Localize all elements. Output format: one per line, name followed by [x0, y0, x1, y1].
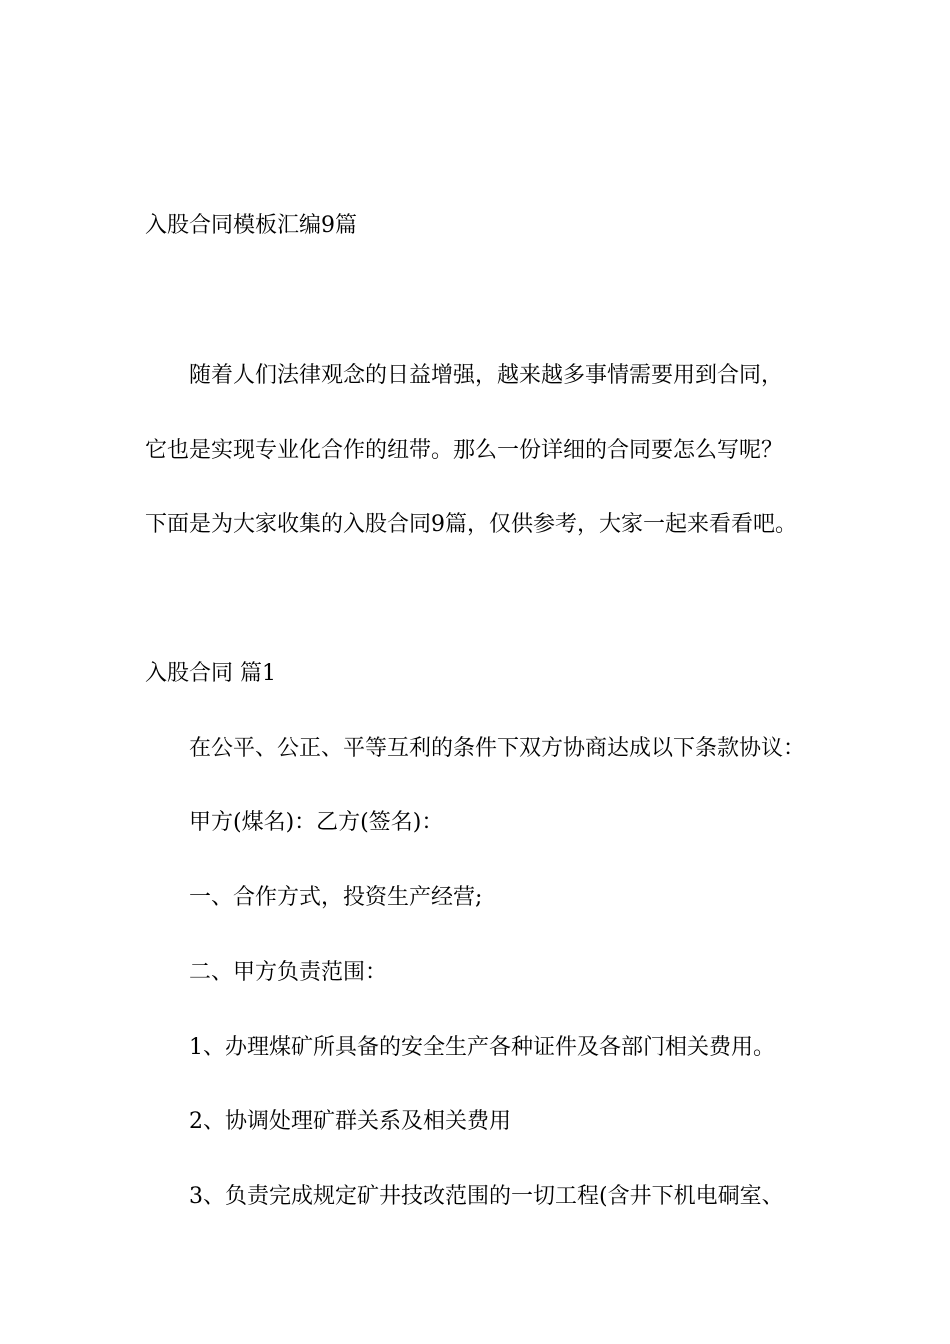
intro-line-1: 随着人们法律观念的日益增强，越来越多事情需要用到合同，: [189, 363, 784, 388]
intro-line-3: 下面是为大家收集的入股合同9篇，仅供参考，大家一起来看看吧。: [145, 512, 797, 537]
section-heading: 入股合同 篇1: [145, 661, 276, 686]
body-paragraph: 甲方(煤名)：乙方(签名)：: [189, 810, 444, 835]
body-paragraph: 二、甲方负责范围：: [189, 960, 388, 985]
body-paragraph: 3、负责完成规定矿井技改范围的一切工程(含井下机电硐室、: [189, 1184, 784, 1209]
intro-line-2: 它也是实现专业化合作的纽带。那么一份详细的合同要怎么写呢？: [145, 438, 784, 463]
body-paragraph: 一、合作方式，投资生产经营;: [189, 885, 483, 910]
body-paragraph: 2、协调处理矿群关系及相关费用: [189, 1109, 511, 1134]
body-paragraph: 在公平、公正、平等互利的条件下双方协商达成以下条款协议：: [189, 736, 806, 761]
body-paragraph: 1、办理煤矿所具备的安全生产各种证件及各部门相关费用。: [189, 1035, 775, 1060]
document-title: 入股合同模板汇编9篇: [145, 213, 357, 238]
